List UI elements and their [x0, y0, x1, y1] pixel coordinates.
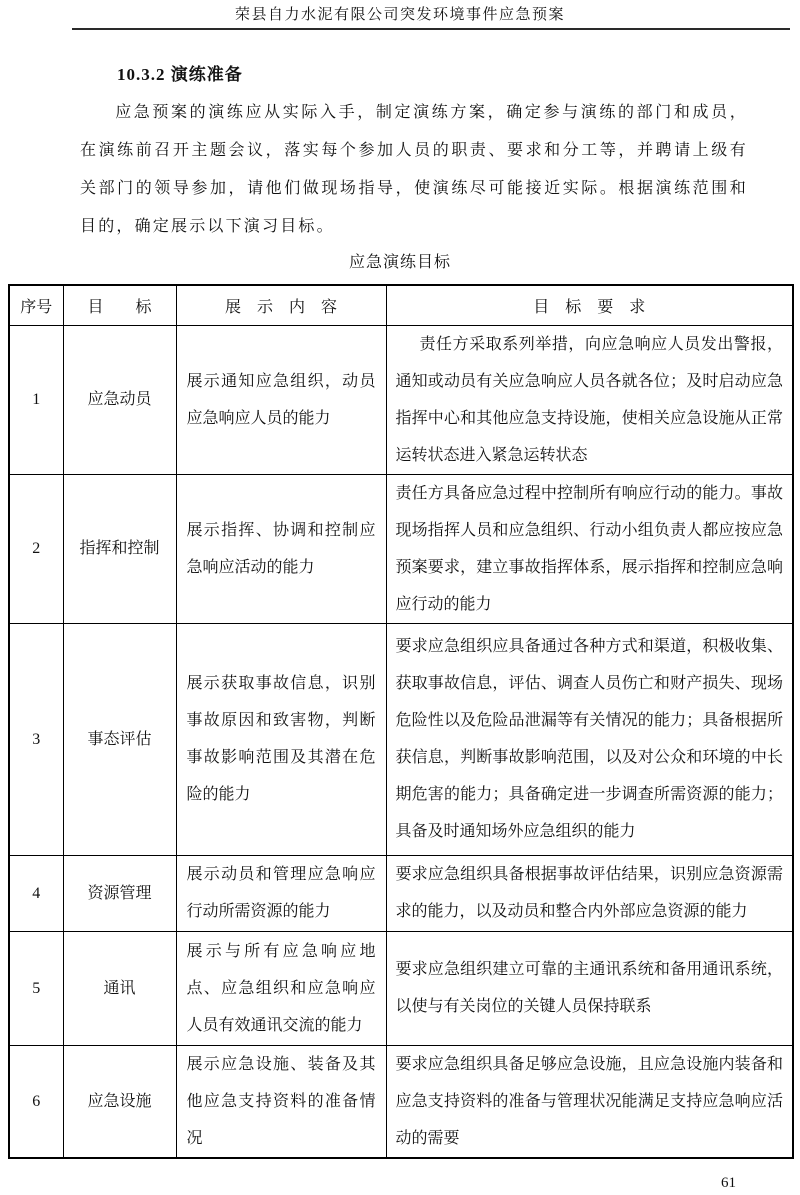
goal-cell: 事态评估: [63, 623, 176, 855]
header-goal: 目 标: [63, 285, 176, 325]
content-cell: 展示动员和管理应急响应行动所需资源的能力: [176, 855, 386, 931]
page-number: 61: [721, 1175, 736, 1191]
section-paragraph: 应急预案的演练应从实际入手，制定演练方案，确定参与演练的部门和成员，在演练前召开主题会议，落实每个参加人员的职责、要求和分工等，并聘请上级有关部门的领导参加，请他们做现场指导，使演练尽可能接近实际。根据演练范围和目的，确定展示以下演习目标。: [80, 104, 748, 235]
content-cell: 展示与所有应急响应地点、应急组织和应急响应人员有效通讯交流的能力: [176, 931, 386, 1045]
goal-cell: 应急动员: [63, 325, 176, 474]
header-requirement: 目 标 要 求: [386, 285, 793, 325]
row-no-cell: 3: [9, 623, 63, 855]
table-row: [9, 931, 793, 1045]
content-cell: 展示应急设施、装备及其他应急支持资料的准备情况: [176, 1045, 386, 1158]
running-header: [0, 0, 800, 30]
row-no-cell: 2: [9, 474, 63, 623]
row-no-cell: 5: [9, 931, 63, 1045]
requirement-cell: 责任方具备应急过程中控制所有响应行动的能力。事故现场指挥人员和应急组织、行动小组负责人都应按应急预案要求，建立事故指挥体系，展示指挥和控制应急响应行动的能力: [386, 474, 793, 623]
requirement-cell: 要求应急组织建立可靠的主通讯系统和备用通讯系统，以使与有关岗位的关键人员保持联系: [386, 931, 793, 1045]
table-title: 应急演练目标: [348, 254, 451, 271]
goal-cell: 资源管理: [63, 855, 176, 931]
header-no: 序号: [9, 285, 63, 325]
content-cell: 展示获取事故信息，识别事故原因和致害物，判断事故影响范围及其潜在危险的能力: [176, 623, 386, 855]
goal-cell: 应急设施: [63, 1045, 176, 1158]
requirement-cell: 要求应急组织具备根据事故评估结果，识别应急资源需求的能力，以及动员和整合内外部应急资源的能力: [386, 855, 793, 931]
row-no-cell: 1: [9, 325, 63, 474]
row-no-cell: 6: [9, 1045, 63, 1158]
table-row: [9, 325, 793, 474]
section-heading: 10.3.2 演练准备: [117, 65, 243, 84]
document-title: 荣县自力水泥有限公司突发环境事件应急预案: [234, 7, 565, 23]
table-header-row: [9, 285, 793, 325]
row-no-cell: 4: [9, 855, 63, 931]
table-row: [9, 1045, 793, 1158]
header-rule: [72, 28, 790, 30]
content-cell: 展示指挥、协调和控制应急响应活动的能力: [176, 474, 386, 623]
table-row: [9, 855, 793, 931]
goal-cell: 通讯: [63, 931, 176, 1045]
drill-goals-table: [8, 284, 794, 1159]
goal-cell: 指挥和控制: [63, 474, 176, 623]
header-content: 展 示 内 容: [176, 285, 386, 325]
requirement-cell: 责任方采取系列举措，向应急响应人员发出警报，通知或动员有关应急响应人员各就各位；及时启动应急指挥中心和其他应急支持设施，使相关应急设施从正常运转状态进入紧急运转状态: [386, 325, 793, 474]
table-row: [9, 474, 793, 623]
requirement-cell: 要求应急组织具备足够应急设施，且应急设施内装备和应急支持资料的准备与管理状况能满足支持应急响应活动的需要: [386, 1045, 793, 1158]
content-cell: 展示通知应急组织，动员应急响应人员的能力: [176, 325, 386, 474]
requirement-cell: 要求应急组织应具备通过各种方式和渠道，积极收集、获取事故信息，评估、调查人员伤亡和财产损失、现场危险性以及危险品泄漏等有关情况的能力；具备根据所获信息，判断事故影响范围，以及对公众和环境的中长期危害的能力；具备确定进一步调查所需资源的能力；具备及时通知场外应急组织的能力: [386, 623, 793, 855]
table-row: [9, 623, 793, 855]
